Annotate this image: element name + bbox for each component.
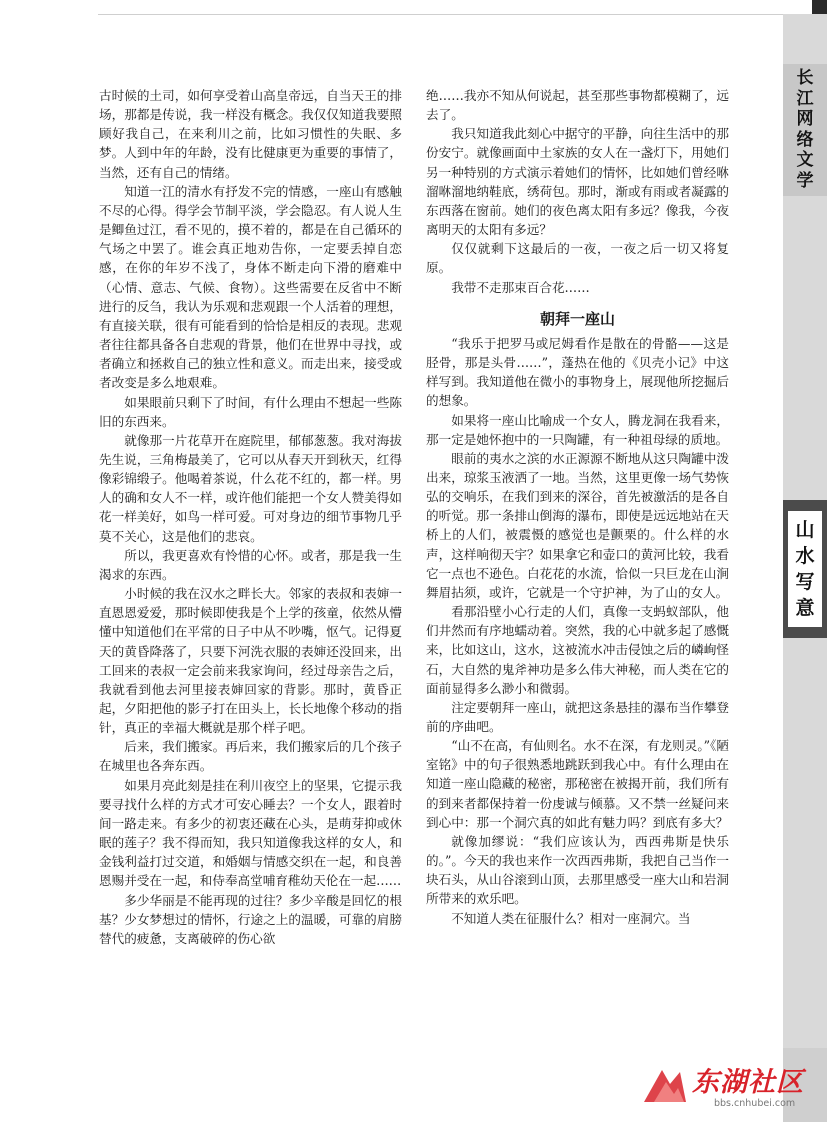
top-rule: [98, 14, 783, 15]
corner-mark: [812, 0, 827, 14]
watermark-logo-icon: [640, 1062, 690, 1108]
section-heading: 朝拜一座山: [539, 309, 615, 328]
site-watermark: [640, 1058, 820, 1118]
tab-char: 江: [796, 88, 814, 109]
paragraph: 多少华丽是不能再现的过往？多少辛酸是回忆的根基？少女梦想过的情怀，行途之上的温暖，可靠的肩膀替代的疲惫，支离破碎的伤心欲: [99, 892, 402, 946]
tab-char: 文: [796, 150, 814, 170]
paragraph: 就像那一片花草开在庭院里，郁郁葱葱。我对海拔先生说，三角梅最美了，它可以从春天开到秋天，红得像彩锦缎子。他喝着茶说，什么花不红的，都一样。男人的确和女人不一样，或许他们能把一个女人赞美得如花一样美好，如鸟一样可爱。可对身边的细节事物几乎莫不关心，这是他们的悲哀。: [99, 432, 402, 544]
paragraph: 如果月亮此刻是挂在利川夜空上的坚果，它提示我要寻找什么样的方式才可安心睡去？一个女人，跟着时间一路走来。有多少的初衷还藏在心头，是萌芽抑或休眠的莲子？我不得而知，我只知道像我这样的女人，和金钱利益打过交道，和婚姻与情感交织在一起，和良善恩赐并受在一起，和侍奉高堂哺育稚幼天伦在一起……: [99, 777, 402, 889]
paragraph: “山不在高，有仙则名。水不在深，有龙则灵。”《陋室铭》中的句子很熟悉地跳跃到我心中。有什么理由在知道一座山隐藏的秘密，那秘密在被揭开前，我们所有的到来者都保持着一份虔诚与倾慕。又不禁一丝疑问来到心中：那一个洞穴真的如此有魅力吗？到底有多大？: [426, 738, 729, 830]
tab-char: 山: [795, 519, 815, 541]
paragraph: 我只知道我此刻心中据守的平静，向往生活中的那份安宁。就像画面中土家族的女人在一盏灯下，用她们另一种特别的方式演示着她们的情怀，比如她们曾经咻溜咻溜地纳鞋底，绣荷包。那时，渐或有雨或者凝露的东西落在窗前。她们的夜色离太阳有多远？像我，今夜离明天的太阳有多远？: [426, 126, 729, 238]
paragraph: 不知道人类在征服什么？相对一座洞穴。当: [451, 910, 691, 926]
watermark-url: bbs.cnhubei.com: [714, 1098, 796, 1109]
watermark-title: 东湖社区: [692, 1067, 804, 1098]
paragraph: 所以，我更喜欢有怜惜的心怀。或者，那是我一生渴求的东西。: [99, 547, 402, 582]
paragraph: 看那沿壁小心行走的人们，真像一支蚂蚁部队，他们井然而有序地蠕动着。突然，我的心中就多起了感慨来，比如这山，这水，这被流水冲击侵蚀之后的嶙峋怪石，大自然的鬼斧神功是多么伟大神秘，而人类在它的面前显得多么渺小和微弱。: [426, 604, 729, 696]
paragraph: 古时候的土司，如何享受着山高皇帝远，自当天王的排场，那都是传说，我一样没有概念。我仅仅知道我要照顾好我自己，在来利川之前，比如习惯性的失眠、多梦。人到中年的年龄，没有比健康更为重要的事情了，当然，还有自己的情绪。: [99, 88, 402, 180]
paragraph: 如果眼前只剩下了时间，有什么理由不想起一些陈旧的东西来。: [99, 394, 402, 429]
tab-char: 络: [796, 129, 814, 150]
paragraph: 小时候的我在汉水之畔长大。邻家的表叔和表婶一直恩恩爱爱，那时候即使我是个上学的孩童，依然从懵懂中知道他们在平常的日子中从不吵嘴，怄气。记得夏天的黄昏降落了，只要下河洗衣服的表婶还没回来，出工回来的表叔一定会前来我家询问，经过母亲告之后，我就看到他去河里接表婶回家的背影。那时，黄昏正起，夕阳把他的影子打在田头上，长长地像个移动的指针，真正的幸福大概就是那个样子吧。: [99, 586, 402, 736]
paragraph: 就像加缪说：“我们应该认为，西西弗斯是快乐的。”。今天的我也来作一次西西弗斯，我把自己当作一块石头，从山谷滚到山顶，去那里感受一座大山和岩洞所带来的欢乐吧。: [426, 833, 729, 907]
paragraph: 眼前的夷水之滨的水正源源不断地从这只陶罐中泼出来，琼浆玉液洒了一地。当然，这里更像一场气势恢弘的交响乐，在我们到来的深谷，首先被激活的是各自的听觉。那一条排山倒海的瀑布，即使是远远地站在天桥上的人们，被震慑的感觉也是颤栗的。什么样的水声，这样响彻天宇？如果拿它和壶口的黄河比较，我看它一点也不逊色。白花花的水流，恰似一只巨龙在山涧舞眉拈须，或许，它就是一个守护神，为了山的女人。: [426, 450, 729, 600]
paragraph: 知道一江的清水有抒发不完的情感，一座山有感触不尽的心得。得学会节制平淡，学会隐忍。有人说人生是鲫鱼过江，看不见的，摸不着的，都是在自己循环的气场之中罢了。谁会真正地劝告你，一定要丢掉自恋感，在你的年岁不浅了，身体不断走向下滑的磨难中（心情、意志、气候、食物）。这些需要在反省中不断进行的反刍，我认为乐观和悲观跟一个人活着的理想，有直接关联，很有可能看到的恰恰是相反的表现。悲观者往往都具备各自悲观的背景，他们在世界中寻找，或者确立和拯救自己的独立性和意义。而走出来，接受或者改变是多么地艰难。: [99, 183, 402, 391]
section-tab-changjiang: [786, 68, 824, 191]
section-tab-shanshui: [783, 500, 827, 638]
tab-char: 写: [795, 571, 815, 593]
paragraph: 仅仅就剩下这最后的一夜，一夜之后一切又将复原。: [426, 241, 729, 276]
paragraph: 绝……我亦不知从何说起，甚至那些事物都模糊了，远去了。: [426, 88, 729, 123]
tab-char: 意: [795, 597, 815, 619]
tab-char: 网: [796, 109, 814, 129]
paragraph: 后来，我们搬家。再后来，我们搬家后的几个孩子在城里也各奔东西。: [99, 739, 402, 774]
text-column-left: [99, 86, 402, 948]
paragraph: “我乐于把罗马或尼姆看作是散在的骨骼——这是胫骨，那是头骨……”，蓬热在他的《贝壳小记》中这样写到。我知道他在微小的事物身上，展现他所挖掘后的想象。: [426, 335, 729, 409]
paragraph: 我带不走那束百合花……: [451, 279, 590, 295]
text-column-right: [426, 86, 729, 928]
tab-char: 长: [796, 68, 814, 88]
paragraph: 如果将一座山比喻成一个女人，腾龙洞在我看来，那一定是她怀抱中的一只陶罐，有一种祖母绿的质地。: [426, 412, 729, 447]
tab-char: 水: [795, 545, 815, 567]
tab-char: 学: [796, 170, 814, 191]
paragraph: 注定要朝拜一座山，就把这条悬挂的瀑布当作攀登前的序曲吧。: [426, 699, 729, 734]
